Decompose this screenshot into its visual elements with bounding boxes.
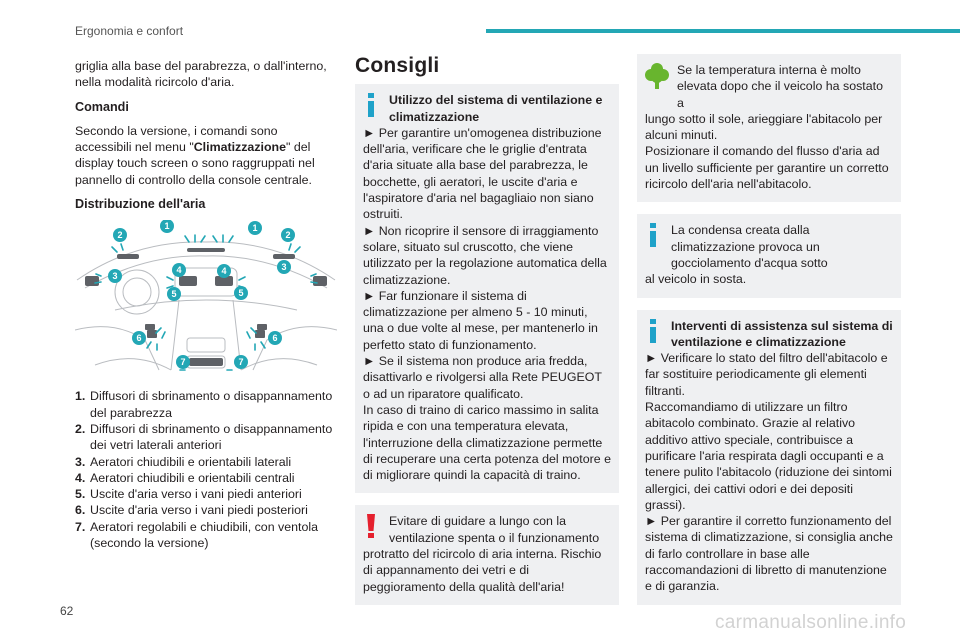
eco-box: Se la temperatura interna è molto elevata dopo che il veicolo ha sostato a lungo sotto il sole, arieggiare l'abitacolo per alcuni minuti. Posizionare il comando del flusso d'aria ad un livello sufficiente per garantire un corretto ricircolo dell'aria nell'abitacolo. (637, 54, 901, 202)
info-box-condensation: La condensa creata dalla climatizzazione provoca un gocciolamento d'acqua sotto al veicolo in sosta. (637, 214, 901, 297)
legend-item: 6. Uscite d'aria verso i vani piedi posteriori (75, 503, 308, 518)
callout-3-left: 3 (112, 271, 118, 282)
info-icon (645, 222, 661, 248)
legend-item: 4. Aeratori chiudibili e orientabili centrali (75, 470, 295, 485)
warning-box: Evitare di guidare a lungo con la ventilazione spenta o il funzionamento protratto del ricircolo di aria interna. Rischio di appannamento dei vetri e di peggioramento della qualità dell'aria! (355, 505, 619, 604)
distribuzione-heading: Distribuzione dell'aria (75, 197, 206, 212)
legend-item: 2. Diffusori di sbrinamento o disappannamento dei vetri laterali anteriori (75, 421, 333, 453)
callout-3-right: 3 (281, 262, 287, 273)
callout-2-left: 2 (117, 230, 123, 241)
intro-paragraph: griglia alla base del parabrezza, o dall'interno, nella modalità ricircolo d'aria. (75, 59, 327, 90)
callout-5-right: 5 (238, 288, 244, 299)
section-title: Consigli (355, 54, 440, 77)
callout-2-right: 2 (285, 230, 291, 241)
page-number: 62 (60, 604, 74, 618)
warning-exclamation-icon (363, 513, 379, 539)
column-left (75, 58, 337, 551)
figure-legend (75, 388, 337, 551)
comandi-paragraph (75, 123, 337, 188)
running-header: Ergonomia e confort (75, 24, 184, 38)
callout-6-left: 6 (136, 333, 142, 344)
info-icon (645, 318, 661, 344)
legend-item: 1. Diffusori di sbrinamento o disappannamento del parabrezza (75, 389, 333, 420)
comandi-text-post: " del display touch screen o sono raggruppati nel pannello di controllo della console centrale. (75, 140, 315, 187)
callout-6-right: 6 (272, 333, 278, 344)
header-accent-bar (486, 29, 960, 33)
legend-item: 5. Uscite d'aria verso i vani piedi anteriori (75, 487, 302, 502)
watermark: carmanualsonline.info (715, 612, 907, 633)
column-middle (355, 54, 619, 617)
legend-item: 3. Aeratori chiudibili e orientabili laterali (75, 454, 292, 469)
tree-icon (645, 62, 669, 94)
callout-4-left: 4 (176, 265, 182, 276)
comandi-text-pre: Secondo la versione, i comandi sono accessibili nel menu " (75, 123, 278, 155)
callout-7-left: 7 (180, 357, 186, 368)
comandi-heading: Comandi (75, 99, 129, 114)
callout-4-right: 4 (221, 266, 227, 277)
callout-1-left: 1 (164, 221, 170, 232)
info-icon (363, 92, 379, 118)
air-distribution-figure (75, 220, 337, 380)
callout-1-right: 1 (252, 223, 258, 234)
legend-item: 7. Aeratori regolabili e chiudibili, con ventola (secondo la versione) (75, 519, 318, 551)
column-right (637, 54, 901, 617)
info-box-title: Utilizzo del sistema di ventilazione e climatizzazione (389, 93, 603, 124)
comandi-menu-name: Climatizzazione (193, 140, 286, 155)
callout-5-left: 5 (171, 289, 177, 300)
info-box-maintenance: Interventi di assistenza sul sistema di ventilazione e climatizzazione ► Verificare lo stato del filtro dell'abitacolo e far sostituire periodicamente gli elementi filtranti. Raccomandiamo di utilizzare un filtro abitacolo combinato. Grazie al relativo additivo attivo speciale, contribuisce a purificare l'aria respirata dagli occupanti e a tenere pulito l'abitacolo (riduzione dei sintomi allergici, dei cattivi odori e dei depositi grassi). ► Per garantire il corretto funzionamento del sistema di climatizzazione, si consiglia anche di farlo controllare in base alle raccomandazioni di libretto di manutenzione e di garanzia. (637, 310, 901, 605)
dashboard-illustration (75, 220, 337, 380)
info-box-usage: Utilizzo del sistema di ventilazione e climatizzazione ► Per garantire un'omogenea distribuzione dell'aria, verificare che le griglie d'entrata d'aria situate alla base del parabrezza, le bocchette, gli aeratori, le uscite d'aria e l'aspiratore d'aria nel bagagliaio non siano ostruiti. ► Non ricoprire il sensore di irraggiamento solare, situato sul cruscotto, che viene utilizzato per la regolazione automatica della climatizzazione. ► Far funzionare il sistema di climatizzazione per almeno 5 - 10 minuti, una o due volte al mese, per mantenerlo in perfetto stato di funzionamento. ► Se il sistema non produce aria fredda, disattivarlo e rivolgersi alla Rete PEUGEOT o ad un riparatore qualificato. In caso di traino di carico massimo in salita ripida e con una temperatura elevata, l'interruzione della climatizzazione permette di recuperare una certa potenza del motore e di migliorare quindi la capacità di traino. (355, 84, 619, 493)
info-box-title: Interventi di assistenza sul sistema di ventilazione e climatizzazione (671, 318, 893, 349)
callout-7-right: 7 (238, 357, 244, 368)
